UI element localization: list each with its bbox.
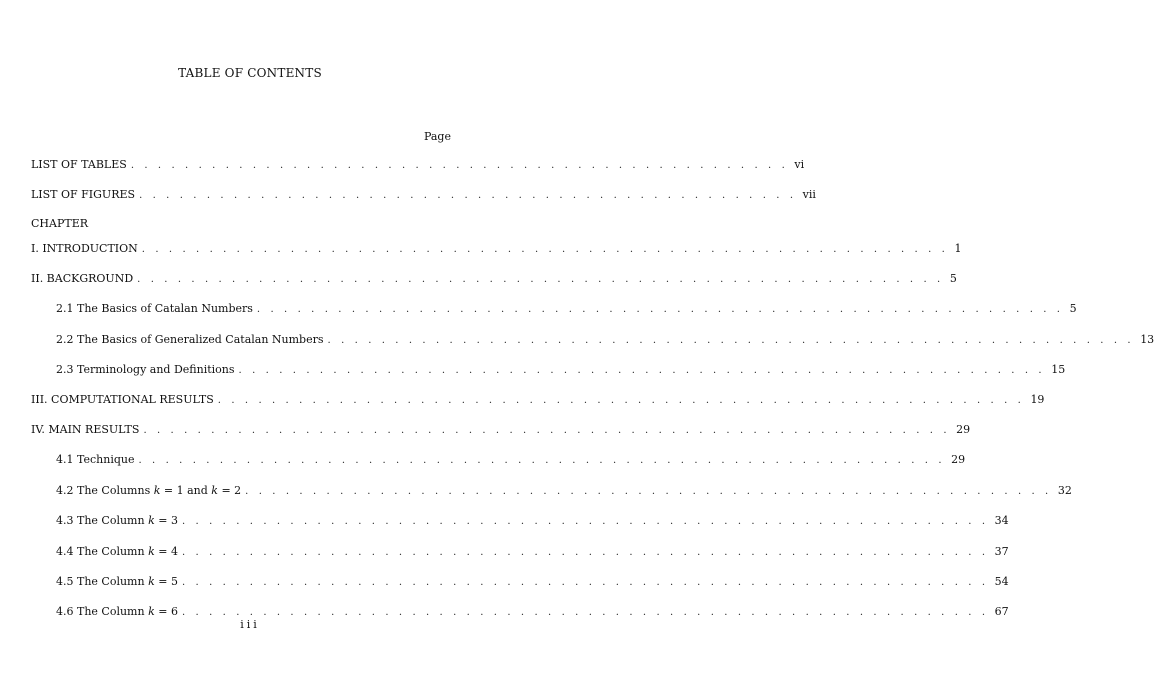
- toc-entry: [0, 333, 1154, 349]
- toc-entry-label-part: 4.6 The Column: [56, 605, 149, 618]
- toc-entry-label: [56, 514, 182, 527]
- toc-leader-dots: . . . . . . . . . . . . . . . . . . . . . . . . . . . . . . . . . . . . . . . . . . . . . . . . . . . . . . . . . . . .: [137, 274, 944, 285]
- toc-entry-page: 32: [1057, 484, 1072, 497]
- toc-leader-dots: . . . . . . . . . . . . . . . . . . . . . . . . . . . . . . . . . . . . . . . . . . . . . . . . . . . . . . . . . . . .: [256, 304, 1064, 315]
- toc-leader-dots: . . . . . . . . . . . . . . . . . . . . . . . . . . . . . . . . . . . . . . . . . . . . . . . . . . . . . . . . . . . .: [327, 335, 1135, 346]
- toc-entry-label-part: = 4: [154, 545, 178, 558]
- math-variable-k: k: [148, 514, 155, 527]
- toc-entry-label: [56, 605, 182, 618]
- toc-entry-page: 13: [1140, 333, 1154, 346]
- toc-leader-dots: . . . . . . . . . . . . . . . . . . . . . . . . . . . . . . . . . . . . . . . . . . . . . . . . . . . . . . . . . . . .: [245, 486, 1052, 497]
- toc-entry-label-part: = 2: [217, 484, 242, 497]
- toc-entry-list-of-tables: [0, 158, 805, 174]
- toc-entry-label: 2.2 The Basics of Generalized Catalan Numbers: [56, 333, 328, 346]
- toc-entry: [0, 453, 966, 469]
- toc-entry-page: 5: [949, 272, 957, 285]
- toc-entry-page: 29: [956, 423, 971, 436]
- toc-entry-label: 2.1 The Basics of Catalan Numbers: [56, 302, 257, 315]
- toc-entry: [0, 272, 957, 288]
- math-variable-k: k: [148, 575, 155, 588]
- toc-entry-label: III. COMPUTATIONAL RESULTS: [31, 393, 218, 406]
- toc-leader-dots: . . . . . . . . . . . . . . . . . . . . . . . . . . . . . . . . . . . . . . . . . . . . . . . . . . . . . . . . . . . .: [238, 365, 1046, 376]
- toc-entry-page: 1: [954, 242, 962, 255]
- math-variable-k: k: [148, 545, 155, 558]
- toc-leader-dots: . . . . . . . . . . . . . . . . . . . . . . . . . . . . . . . . . . . . . . . . . . . . . . . . . . . . . . . . . . . .: [141, 244, 949, 255]
- toc-entry: [0, 514, 1009, 530]
- toc-entry-label-part: = 6: [154, 605, 178, 618]
- toc-entry-label-part: 4.2 The Columns: [56, 484, 154, 497]
- toc-entry-label: [56, 545, 182, 558]
- toc-entry-page: 15: [1051, 363, 1066, 376]
- toc-entry-label: IV. MAIN RESULTS: [31, 423, 143, 436]
- toc-entry-label: 2.3 Terminology and Definitions: [56, 363, 239, 376]
- toc-entry: [0, 575, 1009, 591]
- toc-leader-dots: . . . . . . . . . . . . . . . . . . . . . . . . . . . . . . . . . . . . . . . . . . . . . . . . . . . . . . . . . . . .: [143, 425, 951, 436]
- toc-entry: [0, 393, 1045, 409]
- toc-entry-page: 37: [994, 545, 1009, 558]
- toc-leader-dots: . . . . . . . . . . . . . . . . . . . . . . . . . . . . . . . . . . . . . . . . . . . . . . . . . . . . . . . . . . . .: [181, 547, 989, 558]
- toc-entry-label: [56, 575, 182, 588]
- toc-entry-page: 5: [1069, 302, 1077, 315]
- toc-entry-label: 4.1 Technique: [56, 453, 138, 466]
- toc-entry-page: 34: [994, 514, 1009, 527]
- toc-entry-list-of-figures: [0, 188, 816, 204]
- toc-entry-label: LIST OF FIGURES: [31, 188, 139, 201]
- toc-entry: [0, 242, 962, 258]
- toc-leader-dots: . . . . . . . . . . . . . . . . . . . . . . . . . . . . . . . . . . . . . . . . . . . . . . . . . . . . . . . . . . . .: [138, 455, 946, 466]
- math-variable-k: k: [153, 484, 161, 497]
- toc-entry-label: [56, 484, 245, 497]
- toc-entry: [0, 302, 1077, 318]
- toc-leader-dots: . . . . . . . . . . . . . . . . . . . . . . . . . . . . . . . . . . . . . . . . . . . . . . . . . . . . . . . . . . . .: [217, 395, 1025, 406]
- toc-entry-label-part: 4.5 The Column: [56, 575, 149, 588]
- toc-leader-dots: . . . . . . . . . . . . . . . . . . . . . . . . . . . . . . . . . . . . . . . . . . . . . . . . .: [139, 190, 797, 201]
- toc-entry-page: 67: [994, 605, 1009, 618]
- toc-entry-page: vi: [794, 158, 805, 171]
- toc-entry-page: 54: [994, 575, 1009, 588]
- math-variable-k: k: [211, 484, 218, 497]
- math-variable-k: k: [148, 605, 155, 618]
- toc-entry: [0, 363, 1066, 379]
- toc-entry-label-part: = 5: [154, 575, 178, 588]
- toc-entry: [0, 545, 1009, 561]
- toc-entry: [0, 484, 1072, 500]
- toc-leader-dots: . . . . . . . . . . . . . . . . . . . . . . . . . . . . . . . . . . . . . . . . . . . . . . . . . . . . . . . . . . . .: [181, 516, 989, 527]
- toc-entry-label-part: = 3: [154, 514, 178, 527]
- toc-entry-label: I. INTRODUCTION: [31, 242, 142, 255]
- chapter-heading: CHAPTER: [31, 217, 89, 230]
- toc-entry: [0, 423, 971, 439]
- toc-entry-label: II. BACKGROUND: [31, 272, 137, 285]
- toc-entry-label-part: = 1 and: [160, 484, 212, 497]
- toc-entry-label-part: 4.4 The Column: [56, 545, 149, 558]
- toc-leader-dots: . . . . . . . . . . . . . . . . . . . . . . . . . . . . . . . . . . . . . . . . . . . . . . . . . . . . . . . . . . . .: [181, 607, 989, 618]
- toc-entry-label: LIST OF TABLES: [31, 158, 131, 171]
- toc-leader-dots: . . . . . . . . . . . . . . . . . . . . . . . . . . . . . . . . . . . . . . . . . . . . . . . . .: [130, 160, 789, 171]
- toc-leader-dots: . . . . . . . . . . . . . . . . . . . . . . . . . . . . . . . . . . . . . . . . . . . . . . . . . . . . . . . . . . . .: [181, 577, 989, 588]
- toc-entry-page: 29: [951, 453, 966, 466]
- toc-entry-page: 19: [1030, 393, 1045, 406]
- toc-entry-page: vii: [802, 188, 816, 201]
- footer-page-number: iii: [240, 618, 260, 631]
- page-title: TABLE OF CONTENTS: [178, 66, 322, 80]
- page-column-label: Page: [423, 130, 451, 143]
- toc-entry-label-part: 4.3 The Column: [56, 514, 149, 527]
